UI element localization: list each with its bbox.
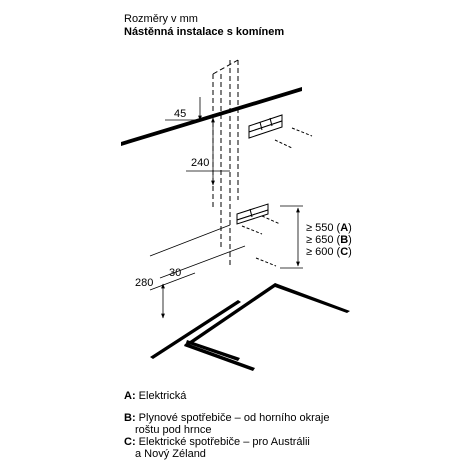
legend-item-a: A: Elektrická xyxy=(124,390,187,402)
dimension-label-45: 45 xyxy=(174,108,187,120)
clearance-a: ≥ 550 (A) xyxy=(306,222,352,234)
dimension-label-240: 240 xyxy=(191,157,210,169)
chimney-duct xyxy=(213,60,238,268)
legend-item-b: B: Plynové spotřebiče – od horního okraje roštu pod hrnce xyxy=(124,412,330,436)
clearance-dimension xyxy=(280,206,303,268)
upper-screws xyxy=(275,128,312,148)
clearance-labels xyxy=(306,222,352,258)
legend-item-c: C: Elektrické spotřebiče – pro Austrálii a Nový Zéland xyxy=(124,436,310,460)
upper-bracket xyxy=(249,115,282,138)
page-subtitle: Nástěnná instalace s komínem xyxy=(124,26,285,38)
clearance-b: ≥ 650 (B) xyxy=(306,234,352,246)
cooktop xyxy=(150,283,350,371)
dimension-label-280: 280 xyxy=(135,277,154,289)
ceiling-slab xyxy=(121,87,302,146)
dimension-240 xyxy=(186,118,230,185)
hood-outline xyxy=(150,225,245,318)
lower-screws xyxy=(242,216,280,266)
lower-bracket xyxy=(237,204,268,224)
dimension-label-30: 30 xyxy=(169,267,182,279)
clearance-c: ≥ 600 (C) xyxy=(306,246,352,258)
page-title: Rozměry v mm xyxy=(124,13,198,25)
